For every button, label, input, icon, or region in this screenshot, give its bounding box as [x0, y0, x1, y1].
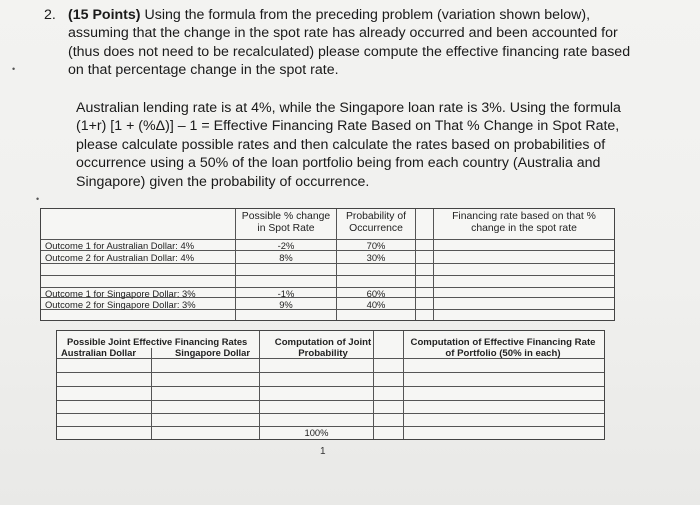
header-joint-probability: Computation of Joint Probability: [274, 337, 372, 359]
header-singapore-dollar: Singapore Dollar: [175, 347, 251, 358]
probability-value: 70%: [366, 240, 386, 251]
margin-bullet: •: [12, 64, 16, 74]
question-number: 2.: [44, 7, 56, 23]
probability-value: 40%: [366, 299, 386, 310]
spot-change-value: 9%: [279, 299, 293, 310]
spot-change-value: -2%: [277, 240, 295, 251]
margin-bullet: •: [36, 194, 40, 204]
header-financing-rate: Financing rate based on that % change in the spot rate: [452, 211, 596, 234]
row-label: Outcome 2 for Australian Dollar: 4%: [45, 252, 195, 263]
question-paragraph-2: Australian lending rate is at 4%, while the Singapore loan rate is 3%. Using the formula (1+r) [1 + (%Δ)] – 1 = Effective Financing Rate Based on That % Change in Spot Rate, please calculate possible rates and then calculate the rates based on probabilities of occurrence using a 50% of the loan portfolio being from each country (Australia and Singapore) given the probability of occurrence.: [76, 100, 621, 190]
joint-rates-table: [56, 330, 605, 440]
outcomes-table: [40, 208, 615, 321]
joint-probability-total: 100%: [304, 427, 329, 438]
question-intro: [68, 6, 646, 80]
row-label: Outcome 2 for Singapore Dollar: 3%: [45, 299, 196, 310]
header-spot-change: Possible % change in Spot Rate: [241, 211, 331, 234]
spot-change-value: -1%: [277, 288, 295, 299]
header-probability: Probability of Occurrence: [345, 211, 407, 234]
question-points: (15 Points): [68, 7, 141, 23]
row-label: Outcome 1 for Australian Dollar: 4%: [45, 240, 195, 251]
row-label: Outcome 1 for Singapore Dollar: 3%: [45, 288, 196, 299]
header-effective-rate: Computation of Effective Financing Rate of Portfolio (50% in each): [410, 337, 596, 359]
spot-change-value: 8%: [279, 252, 293, 263]
page-number: 1: [320, 446, 326, 457]
header-joint-rates: Possible Joint Effective Financing Rates: [67, 336, 248, 347]
probability-value: 60%: [366, 288, 386, 299]
header-australian-dollar: Australian Dollar: [61, 347, 137, 358]
question-intro-text: Using the formula from the preceding problem (variation shown below), assuming that the change in the spot rate has already occurred and been accounted for (thus does not need to be recalculated) please compute the effective financing rate based on that percentage change in the spot rate.: [68, 7, 631, 79]
probability-value: 30%: [366, 252, 386, 263]
